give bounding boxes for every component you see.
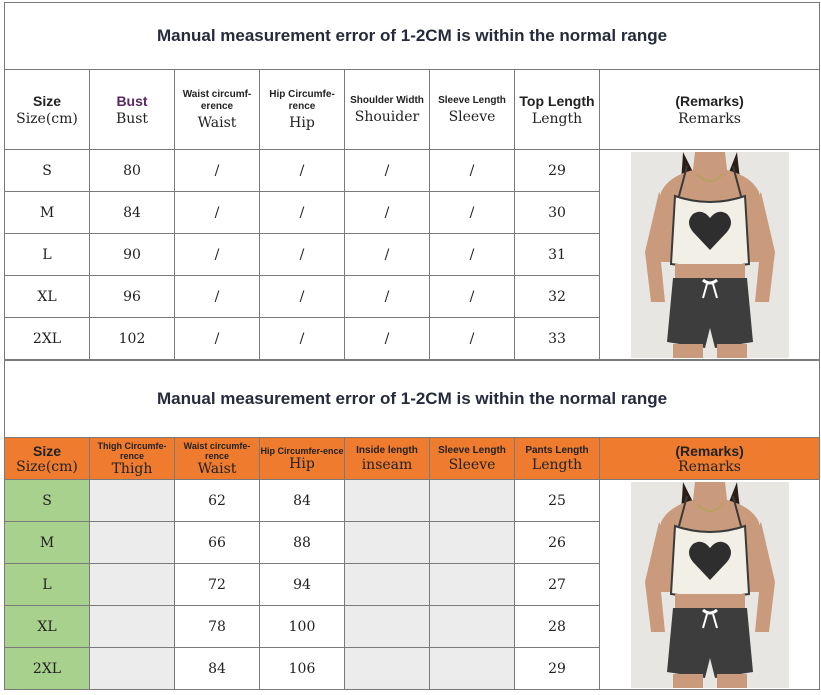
hip-cell: / — [260, 276, 345, 318]
product-photo — [631, 482, 789, 688]
sleeve-cell — [430, 648, 515, 690]
size-cell: XL — [5, 276, 90, 318]
header-remarks: (Remarks) Remarks — [600, 438, 820, 480]
header-sleeve: Sleeve Length Sleeve — [430, 438, 515, 480]
header-top-length: Top Length Length — [515, 70, 600, 150]
hip-cell: 100 — [260, 606, 345, 648]
shoulder-cell: / — [345, 276, 430, 318]
remarks-photo-cell — [600, 150, 820, 360]
inseam-cell — [345, 564, 430, 606]
length-cell: 26 — [515, 522, 600, 564]
bust-cell: 102 — [90, 318, 175, 360]
header-remarks: (Remarks) Remarks — [600, 70, 820, 150]
inseam-cell — [345, 480, 430, 522]
shoulder-cell: / — [345, 150, 430, 192]
top-size-table — [4, 2, 820, 360]
length-cell: 32 — [515, 276, 600, 318]
header-hip: Hip Circumfe-rence Hip — [260, 70, 345, 150]
bust-cell: 90 — [90, 234, 175, 276]
hip-cell: 84 — [260, 480, 345, 522]
bust-cell: 96 — [90, 276, 175, 318]
header-bust: Bust Bust — [90, 70, 175, 150]
sleeve-cell: / — [430, 150, 515, 192]
hip-cell: 94 — [260, 564, 345, 606]
header-sleeve: Sleeve Length Sleeve — [430, 70, 515, 150]
header-thigh: Thigh Circumfe-rence Thigh — [90, 438, 175, 480]
waist-cell: / — [175, 234, 260, 276]
size-cell: 2XL — [5, 648, 90, 690]
hip-cell: / — [260, 150, 345, 192]
header-size: Size Size(cm) — [5, 70, 90, 150]
table-row — [5, 150, 820, 192]
waist-cell: / — [175, 276, 260, 318]
inseam-cell — [345, 522, 430, 564]
waist-cell: / — [175, 192, 260, 234]
inseam-cell — [345, 648, 430, 690]
size-cell: S — [5, 480, 90, 522]
waist-cell: 66 — [175, 522, 260, 564]
header-waist: Waist circumf-erence Waist — [175, 70, 260, 150]
sleeve-cell — [430, 522, 515, 564]
inseam-cell — [345, 606, 430, 648]
hip-cell: / — [260, 234, 345, 276]
length-cell: 29 — [515, 648, 600, 690]
header-waist: Waist circumfe-rence Waist — [175, 438, 260, 480]
length-cell: 31 — [515, 234, 600, 276]
sleeve-cell: / — [430, 192, 515, 234]
hip-cell: 106 — [260, 648, 345, 690]
bottom-table-title: Manual measurement error of 1-2CM is within the normal range — [5, 361, 820, 438]
bust-cell: 84 — [90, 192, 175, 234]
table-row — [5, 480, 820, 522]
length-cell: 28 — [515, 606, 600, 648]
shoulder-cell: / — [345, 234, 430, 276]
size-cell: M — [5, 522, 90, 564]
remarks-photo-cell — [600, 480, 820, 690]
length-cell: 25 — [515, 480, 600, 522]
length-cell: 33 — [515, 318, 600, 360]
size-cell: XL — [5, 606, 90, 648]
waist-cell: 62 — [175, 480, 260, 522]
sleeve-cell — [430, 606, 515, 648]
size-cell: S — [5, 150, 90, 192]
thigh-cell — [90, 564, 175, 606]
size-cell: 2XL — [5, 318, 90, 360]
length-cell: 27 — [515, 564, 600, 606]
size-cell: L — [5, 564, 90, 606]
header-size: Size Size(cm) — [5, 438, 90, 480]
hip-cell: / — [260, 318, 345, 360]
sleeve-cell — [430, 480, 515, 522]
length-cell: 30 — [515, 192, 600, 234]
header-pants-length: Pants Length Length — [515, 438, 600, 480]
bottom-size-table — [4, 360, 820, 690]
hip-cell: 88 — [260, 522, 345, 564]
thigh-cell — [90, 606, 175, 648]
thigh-cell — [90, 480, 175, 522]
shoulder-cell: / — [345, 192, 430, 234]
header-inseam: Inside length inseam — [345, 438, 430, 480]
top-table-title: Manual measurement error of 1-2CM is within the normal range — [5, 3, 820, 70]
waist-cell: / — [175, 318, 260, 360]
sleeve-cell: / — [430, 276, 515, 318]
product-photo — [631, 152, 789, 358]
waist-cell: 72 — [175, 564, 260, 606]
thigh-cell — [90, 648, 175, 690]
size-cell: M — [5, 192, 90, 234]
size-cell: L — [5, 234, 90, 276]
hip-cell: / — [260, 192, 345, 234]
shoulder-cell: / — [345, 318, 430, 360]
header-hip: Hip Circumfer-ence Hip — [260, 438, 345, 480]
length-cell: 29 — [515, 150, 600, 192]
header-shoulder: Shoulder Width Shouider — [345, 70, 430, 150]
thigh-cell — [90, 522, 175, 564]
bust-cell: 80 — [90, 150, 175, 192]
waist-cell: / — [175, 150, 260, 192]
waist-cell: 84 — [175, 648, 260, 690]
waist-cell: 78 — [175, 606, 260, 648]
sleeve-cell: / — [430, 234, 515, 276]
sleeve-cell — [430, 564, 515, 606]
sleeve-cell: / — [430, 318, 515, 360]
